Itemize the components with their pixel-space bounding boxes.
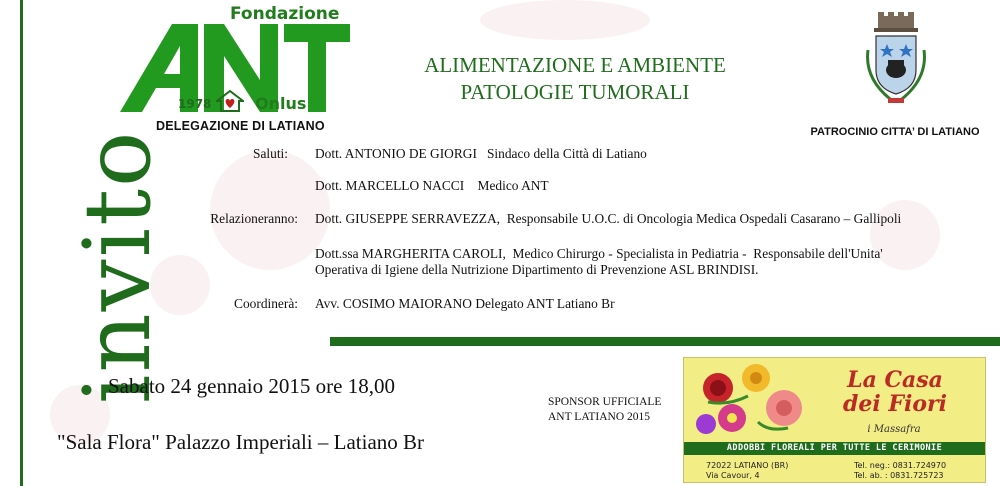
latiano-crest-icon bbox=[858, 10, 934, 110]
sponsor-city: i Massafra bbox=[867, 424, 921, 435]
event-title bbox=[360, 52, 790, 106]
relatore-2-line-2: Operativa di Igiene della Nutrizione Dipartimento di Prevenzione ASL BRINDISI. bbox=[315, 262, 759, 277]
invito-banner bbox=[0, 0, 171, 486]
divider-band bbox=[330, 337, 1000, 346]
sponsor-label bbox=[548, 395, 661, 425]
sponsor-address-1: 72022 LATIANO (BR) bbox=[706, 461, 789, 470]
sponsor-label-line-1: SPONSOR UFFICIALE bbox=[548, 396, 662, 408]
saluti-speaker-2: Dott. MARCELLO NACCI Medico ANT bbox=[315, 178, 549, 193]
relatore-2-line-1: Dott.ssa MARGHERITA CAROLI, Medico Chirurgo - Specialista in Pediatria - Responsabile dell'Unita' bbox=[315, 246, 883, 261]
invito-text: invito bbox=[64, 129, 171, 404]
sponsor-name bbox=[806, 368, 984, 416]
logo-onlus: Onlus bbox=[255, 94, 307, 113]
title-line-1: ALIMENTAZIONE E AMBIENTE bbox=[424, 53, 726, 77]
event-date: Sabato 24 gennaio 2015 ore 18,00 bbox=[108, 374, 395, 398]
sponsor-phone-2: Tel. ab. : 0831.725723 bbox=[854, 471, 944, 480]
patronage-label: PATROCINIO CITTA’ DI LATIANO bbox=[810, 126, 980, 138]
coord-label: Coordinerà: bbox=[234, 296, 298, 311]
logo-delegation: DELEGAZIONE DI LATIANO bbox=[156, 119, 325, 133]
logo-fondazione: Fondazione bbox=[230, 4, 340, 24]
sponsor-name-line-2: dei Fiori bbox=[843, 391, 947, 417]
title-line-2: PATOLOGIE TUMORALI bbox=[460, 80, 690, 104]
coordinatore: Avv. COSIMO MAIORANO Delegato ANT Latiano Br bbox=[315, 296, 615, 311]
flowers-icon bbox=[688, 362, 808, 442]
sponsor-address-2: Via Cavour, 4 bbox=[706, 471, 760, 480]
invito-line bbox=[20, 0, 23, 486]
sponsor-phone-1: Tel. neg.: 0831.724970 bbox=[854, 461, 947, 470]
ant-logo bbox=[120, 2, 360, 137]
event-venue: "Sala Flora" Palazzo Imperiali – Latiano Br bbox=[57, 430, 425, 454]
house-heart-icon bbox=[216, 90, 244, 112]
sponsor-label-line-2: ANT LATIANO 2015 bbox=[548, 411, 651, 423]
saluti-label: Saluti: bbox=[253, 146, 288, 161]
relatori-label: Relazioneranno: bbox=[210, 211, 298, 226]
sponsor-logo bbox=[683, 357, 986, 483]
logo-year: 1978 bbox=[178, 97, 212, 111]
sponsor-name-line-1: La Casa bbox=[847, 367, 943, 393]
sponsor-tagline: ADDOBBI FLOREALI PER TUTTE LE CERIMONIE bbox=[726, 443, 943, 453]
relatore-1: Dott. GIUSEPPE SERRAVEZZA, Responsabile U.O.C. di Oncologia Medica Ospedali Casarano – Gallipoli bbox=[315, 211, 902, 226]
saluti-speaker-1: Dott. ANTONIO DE GIORGI Sindaco della Città di Latiano bbox=[315, 146, 647, 161]
